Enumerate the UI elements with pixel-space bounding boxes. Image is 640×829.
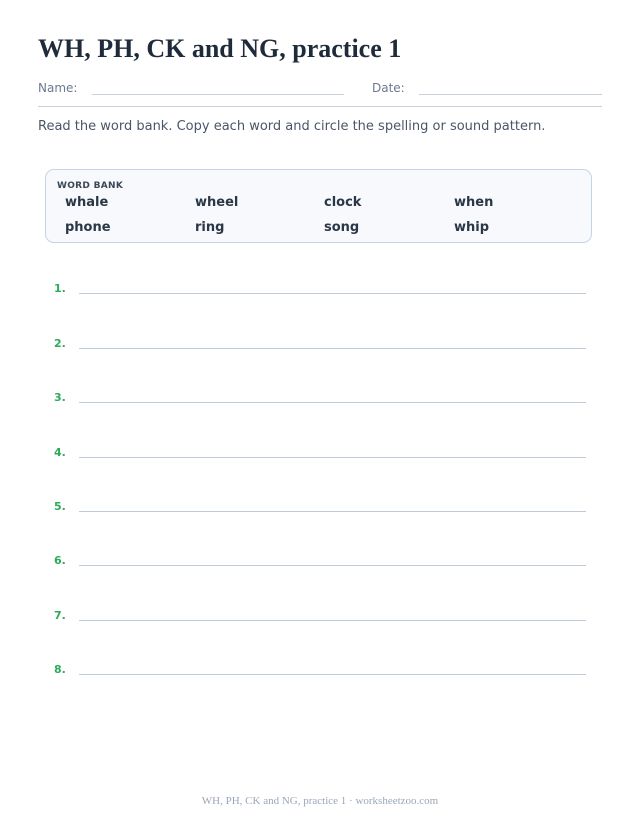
- answer-line-3: [0, 391, 640, 411]
- answer-line-7: [0, 609, 640, 629]
- answer-line-1: [0, 282, 640, 302]
- word-bank-word: when: [454, 195, 494, 210]
- word-bank-word: wheel: [195, 195, 239, 210]
- line-number: 7.: [54, 609, 66, 622]
- line-number: 8.: [54, 663, 66, 676]
- line-number: 5.: [54, 500, 66, 513]
- word-bank-word: clock: [324, 195, 362, 210]
- word-bank-word: ring: [195, 220, 225, 235]
- word-bank-word: whale: [65, 195, 109, 210]
- word-bank-word: song: [324, 220, 360, 235]
- word-bank-title: WORD BANK: [57, 181, 124, 191]
- line-number: 3.: [54, 391, 66, 404]
- answer-line-2: [0, 337, 640, 357]
- date-line: [419, 94, 602, 95]
- page-footer: WH, PH, CK and NG, practice 1 · worksheetzoo.com: [201, 795, 439, 807]
- line-number: 6.: [54, 554, 66, 567]
- line-number: 2.: [54, 337, 66, 350]
- writing-line[interactable]: [79, 402, 586, 403]
- writing-line[interactable]: [79, 565, 586, 566]
- date-label: Date:: [372, 81, 405, 95]
- instructions: Read the word bank. Copy each word and circle the spelling or sound pattern.: [38, 119, 546, 134]
- word-bank: [45, 169, 592, 243]
- name-label: Name:: [38, 81, 78, 95]
- writing-line[interactable]: [79, 620, 586, 621]
- writing-line[interactable]: [79, 293, 586, 294]
- word-bank-word: whip: [454, 220, 490, 235]
- writing-line[interactable]: [79, 511, 586, 512]
- answer-line-4: [0, 446, 640, 466]
- header-divider: [38, 106, 602, 107]
- writing-line[interactable]: [79, 674, 586, 675]
- answer-line-8: [0, 663, 640, 683]
- writing-line[interactable]: [79, 457, 586, 458]
- page-title: WH, PH, CK and NG, practice 1: [38, 34, 402, 63]
- writing-line[interactable]: [79, 348, 586, 349]
- name-line: [92, 94, 344, 95]
- line-number: 4.: [54, 446, 66, 459]
- answer-line-5: [0, 500, 640, 520]
- word-bank-word: phone: [65, 220, 111, 235]
- answer-line-6: [0, 554, 640, 574]
- line-number: 1.: [54, 282, 66, 295]
